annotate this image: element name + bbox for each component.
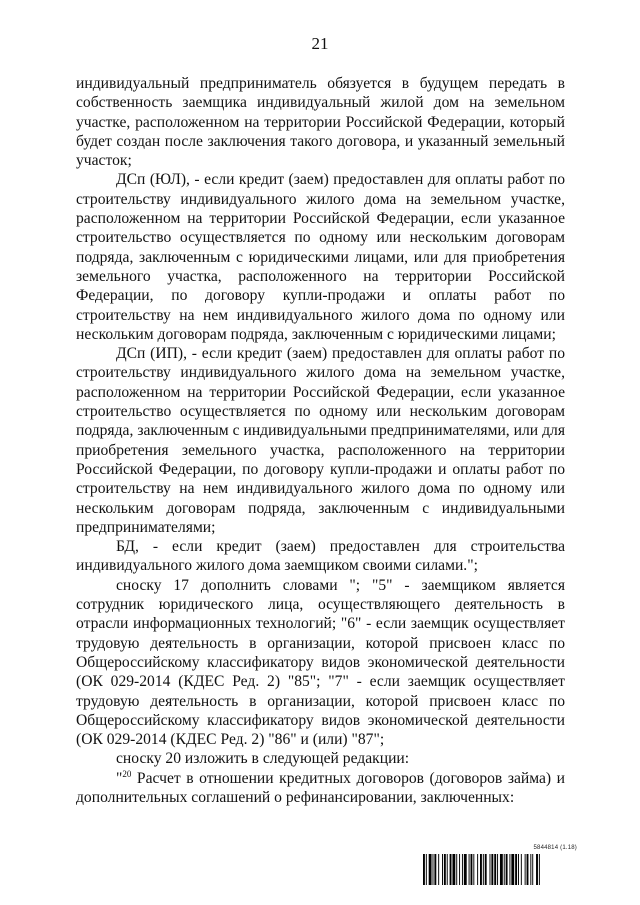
footnote-20-body: Расчет в отношении кредитных договоров (договоров займа) и дополнительных соглашений о рефинансировании, заключенных:: [76, 769, 565, 806]
barcode-icon: [423, 854, 583, 885]
paragraph-dsp-ip: ДСп (ИП), - если кредит (заем) предоставлен для оплаты работ по строительству индивидуального жилого дома на земельном участке, расположенном на территории Российской Федерации, если указанное строительство осуществляется по одному или нескольким договорам подряда, заключенным с индивидуальными предпринимателями, или для приобретения земельного участка, расположенного на территории Российской Федерации, по договору купли-продажи и оплаты работ по строительству на нем индивидуального жилого дома по одному или нескольким договорам подряда, заключенным с индивидуальными предпринимателями;: [76, 345, 565, 536]
barcode-label: 5844814 (1.18): [533, 845, 577, 851]
document-barcode: [423, 845, 583, 885]
paragraph-footnote-17: сноску 17 дополнить словами "; "5" - заемщиком является сотрудник юридического лица, осуществляющего деятельность в отрасли информационных технологий; "6" - если заемщик осуществляет трудовую деятельность в организации, которой присвоен класс по Общероссийскому классификатору видов экономической деятельности (ОК 029-2014 (КДЕС Ред. 2) "85"; "7" - если заемщик осуществляет трудовую деятельность в организации, которой присвоен класс по Общероссийскому классификатору видов экономической деятельности (ОК 029-2014 (КДЕС Ред. 2) "86" и (или) "87";: [76, 576, 565, 749]
opening-quote: ": [116, 769, 123, 787]
footnote-marker: 20: [122, 768, 132, 779]
paragraph-footnote-20-intro: сноску 20 изложить в следующей редакции:: [116, 750, 410, 768]
paragraph-footnote-20-text: [76, 769, 565, 808]
page-number: 21: [311, 34, 329, 53]
paragraph-1: индивидуальный предприниматель обязуется в будущем передать в собственность заемщика индивидуальный жилой дом на земельном участке, расположенном на территории Российской Федерации, который будет создан после заключения такого договора, и указанный земельный участок;: [76, 75, 565, 170]
paragraph-dsp-ul: ДСп (ЮЛ), - если кредит (заем) предоставлен для оплаты работ по строительству индивидуального жилого дома на земельном участке, расположенном на территории Российской Федерации, если указанное строительство осуществляется по одному или нескольким договорам подряда, заключенным с юридическими лицами, или для приобретения земельного участка, расположенного на территории Российской Федерации, по договору купли-продажи и оплаты работ по строительству на нем индивидуального жилого дома по одному или нескольким договорам подряда, заключенным с юридическими лицами;: [76, 171, 565, 343]
document-body: [76, 74, 565, 807]
paragraph-bd: БД, - если кредит (заем) предоставлен для строительства индивидуального жилого дома заемщиком своими силами.";: [76, 538, 565, 575]
